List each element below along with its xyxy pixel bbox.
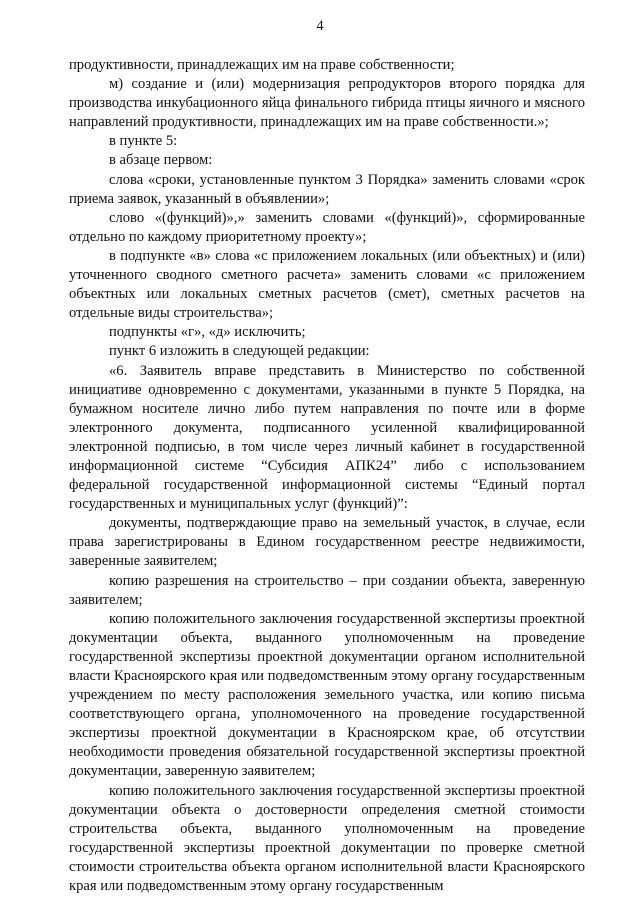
paragraph: «6. Заявитель вправе представить в Министерство по собственной инициативе одновременно с документами, указанными в пункте 5 Порядка, на бумажном носителе лично либо путем направления по почте или в форме электронного документа, подписанного усиленной квалифицированной электронной подписью, в том числе через личный кабинет в государственной информационной системе “Субсидия АПК24” либо с использованием федеральной государственной информационной системы “Единый портал государственных и муниципальных услуг (функций)”: [69, 362, 585, 513]
paragraph: м) создание и (или) модернизация репродукторов второго порядка для производства инкубационного яйца финального гибрида птицы яичного и мясного направлений продуктивности, принадлежащих им на праве собственности.»; [69, 76, 585, 131]
paragraph: слово «(функций)»,» заменить словами «(функций)», сформированные отдельно по каждому приоритетному проекту»; [69, 209, 585, 245]
paragraph: пункт 6 изложить в следующей редакции: [109, 343, 370, 360]
paragraph: в пункте 5: [109, 133, 178, 150]
paragraph: в подпункте «в» слова «с приложением локальных (или объектных) и (или) уточненного сводного сметного расчета» заменить словами «с приложением объектных или локальных сметных расчетов (смет), сметных расчетов на отдельные виды строительства»; [69, 247, 585, 322]
paragraph: копию разрешения на строительство – при создании объекта, заверенную заявителем; [69, 572, 585, 608]
document-body [69, 56, 585, 896]
paragraph: документы, подтверждающие право на земельный участок, в случае, если права зарегистрированы в Едином государственном реестре недвижимости, заверенные заявителем; [69, 515, 585, 570]
paragraph: копию положительного заключения государственной экспертизы проектной документации объекта, выданного уполномоченным на проведение государственной экспертизы проектной документации органом исполнительной власти Красноярского края или подведомственным этому органу государственным учреждением по месту расположения земельного участка, или копию письма соответствующего органа, уполномоченного на проведение государственной экспертизы проектной документации в Красноярском крае, об отсутствии необходимости проведения обязательной государственной экспертизы проектной документации, заверенную заявителем; [69, 610, 585, 780]
paragraph: подпункты «г», «д» исключить; [109, 324, 306, 341]
page-number: 4 [316, 18, 324, 34]
paragraph: продуктивности, принадлежащих им на праве собственности; [69, 57, 455, 73]
paragraph: слова «сроки, установленные пунктом 3 Порядка» заменить словами «срок приема заявок, указанный в объявлении»; [69, 171, 585, 207]
paragraph: в абзаце первом: [109, 152, 213, 169]
paragraph: копию положительного заключения государственной экспертизы проектной документации объекта о достоверности определения сметной стоимости строительства объекта, выданного уполномоченным на проведение государственной экспертизы проектной документации по проверке сметной стоимости строительства объекта органом исполнительной власти Красноярского края или подведомственным этому органу государственным [69, 782, 585, 895]
